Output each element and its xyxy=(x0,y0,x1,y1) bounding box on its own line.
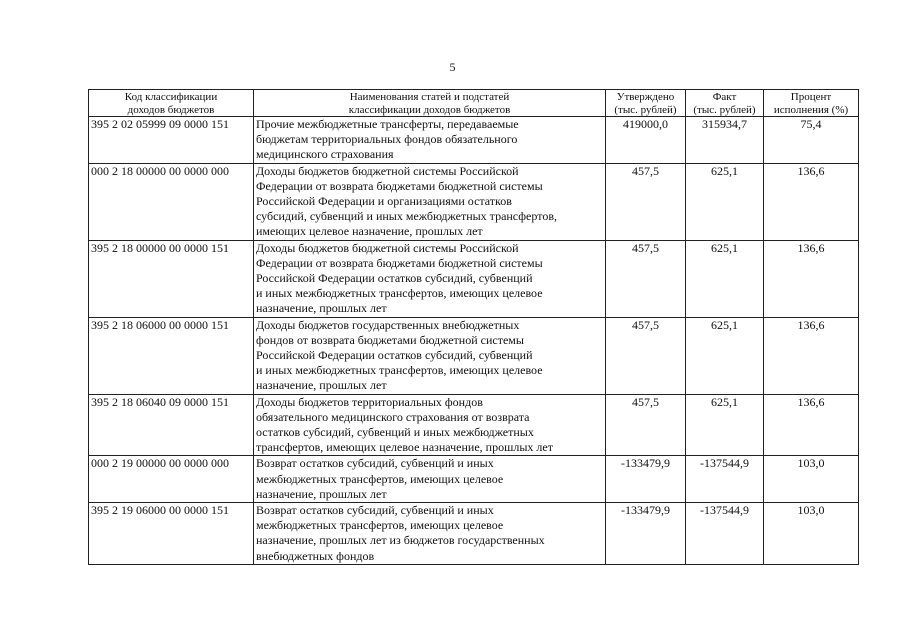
table-row xyxy=(89,394,859,456)
row-name: Доходы бюджетов бюджетной системы Российской Федерации от возврата бюджетами бюджетной системы Российской Федерации остатков субсидий, субвенций и иных межбюджетных трансфертов, имеющих целевое назначение, прошлых лет xyxy=(254,240,606,317)
header-fact: Факт (тыс. рублей) xyxy=(686,90,764,117)
header-code: Код классификации доходов бюджетов xyxy=(89,90,254,117)
table-row xyxy=(89,163,859,240)
table-row xyxy=(89,503,859,565)
row-name: Доходы бюджетов территориальных фондов обязательного медицинского страхования от возврата остатков субсидий, субвенций и иных межбюджетных трансфертов, имеющих целевое назначение, прошлых лет xyxy=(254,394,606,456)
row-fact: 625,1 xyxy=(686,394,764,456)
row-percent: 75,4 xyxy=(764,117,859,164)
row-approved: 419000,0 xyxy=(606,117,686,164)
row-fact: 315934,7 xyxy=(686,117,764,164)
row-approved: -133479,9 xyxy=(606,456,686,503)
row-percent: 103,0 xyxy=(764,456,859,503)
row-name: Доходы бюджетов бюджетной системы Российской Федерации от возврата бюджетами бюджетной системы Российской Федерации и организациями остатков субсидий, субвенций и иных межбюджетных трансфертов, имеющих целевое назначение, прошлых лет xyxy=(254,163,606,240)
header-percent: Процент исполнения (%) xyxy=(764,90,859,117)
row-code: 000 2 18 00000 00 0000 000 xyxy=(89,163,254,240)
revenue-table xyxy=(88,89,859,565)
row-approved: 457,5 xyxy=(606,240,686,317)
row-code: 000 2 19 00000 00 0000 000 xyxy=(89,456,254,503)
row-code: 395 2 18 00000 00 0000 151 xyxy=(89,240,254,317)
table-row xyxy=(89,240,859,317)
row-fact: -137544,9 xyxy=(686,456,764,503)
header-approved: Утверждено (тыс. рублей) xyxy=(606,90,686,117)
row-name: Прочие межбюджетные трансферты, передаваемые бюджетам территориальных фондов обязательного медицинского страхования xyxy=(254,117,606,164)
table-row xyxy=(89,317,859,394)
table-row xyxy=(89,117,859,164)
row-percent: 136,6 xyxy=(764,163,859,240)
row-approved: 457,5 xyxy=(606,163,686,240)
row-code: 395 2 19 06000 00 0000 151 xyxy=(89,503,254,565)
table-header-row xyxy=(89,90,859,117)
row-name: Доходы бюджетов государственных внебюджетных фондов от возврата бюджетами бюджетной системы Российской Федерации остатков субсидий, субвенций и иных межбюджетных трансфертов, имеющих целевое назначение, прошлых лет xyxy=(254,317,606,394)
row-percent: 136,6 xyxy=(764,240,859,317)
row-name: Возврат остатков субсидий, субвенций и иных межбюджетных трансфертов, имеющих целевое назначение, прошлых лет из бюджетов государственных внебюджетных фондов xyxy=(254,503,606,565)
row-code: 395 2 18 06000 00 0000 151 xyxy=(89,317,254,394)
row-percent: 103,0 xyxy=(764,503,859,565)
row-code: 395 2 02 05999 09 0000 151 xyxy=(89,117,254,164)
row-percent: 136,6 xyxy=(764,317,859,394)
row-fact: 625,1 xyxy=(686,240,764,317)
row-fact: 625,1 xyxy=(686,163,764,240)
row-name: Возврат остатков субсидий, субвенций и иных межбюджетных трансфертов, имеющих целевое назначение, прошлых лет xyxy=(254,456,606,503)
header-name: Наименования статей и подстатей классификации доходов бюджетов xyxy=(254,90,606,117)
page-number: 5 xyxy=(449,60,456,74)
row-fact: 625,1 xyxy=(686,317,764,394)
table-row xyxy=(89,456,859,503)
row-approved: 457,5 xyxy=(606,317,686,394)
row-percent: 136,6 xyxy=(764,394,859,456)
row-fact: -137544,9 xyxy=(686,503,764,565)
row-approved: 457,5 xyxy=(606,394,686,456)
row-approved: -133479,9 xyxy=(606,503,686,565)
row-code: 395 2 18 06040 09 0000 151 xyxy=(89,394,254,456)
